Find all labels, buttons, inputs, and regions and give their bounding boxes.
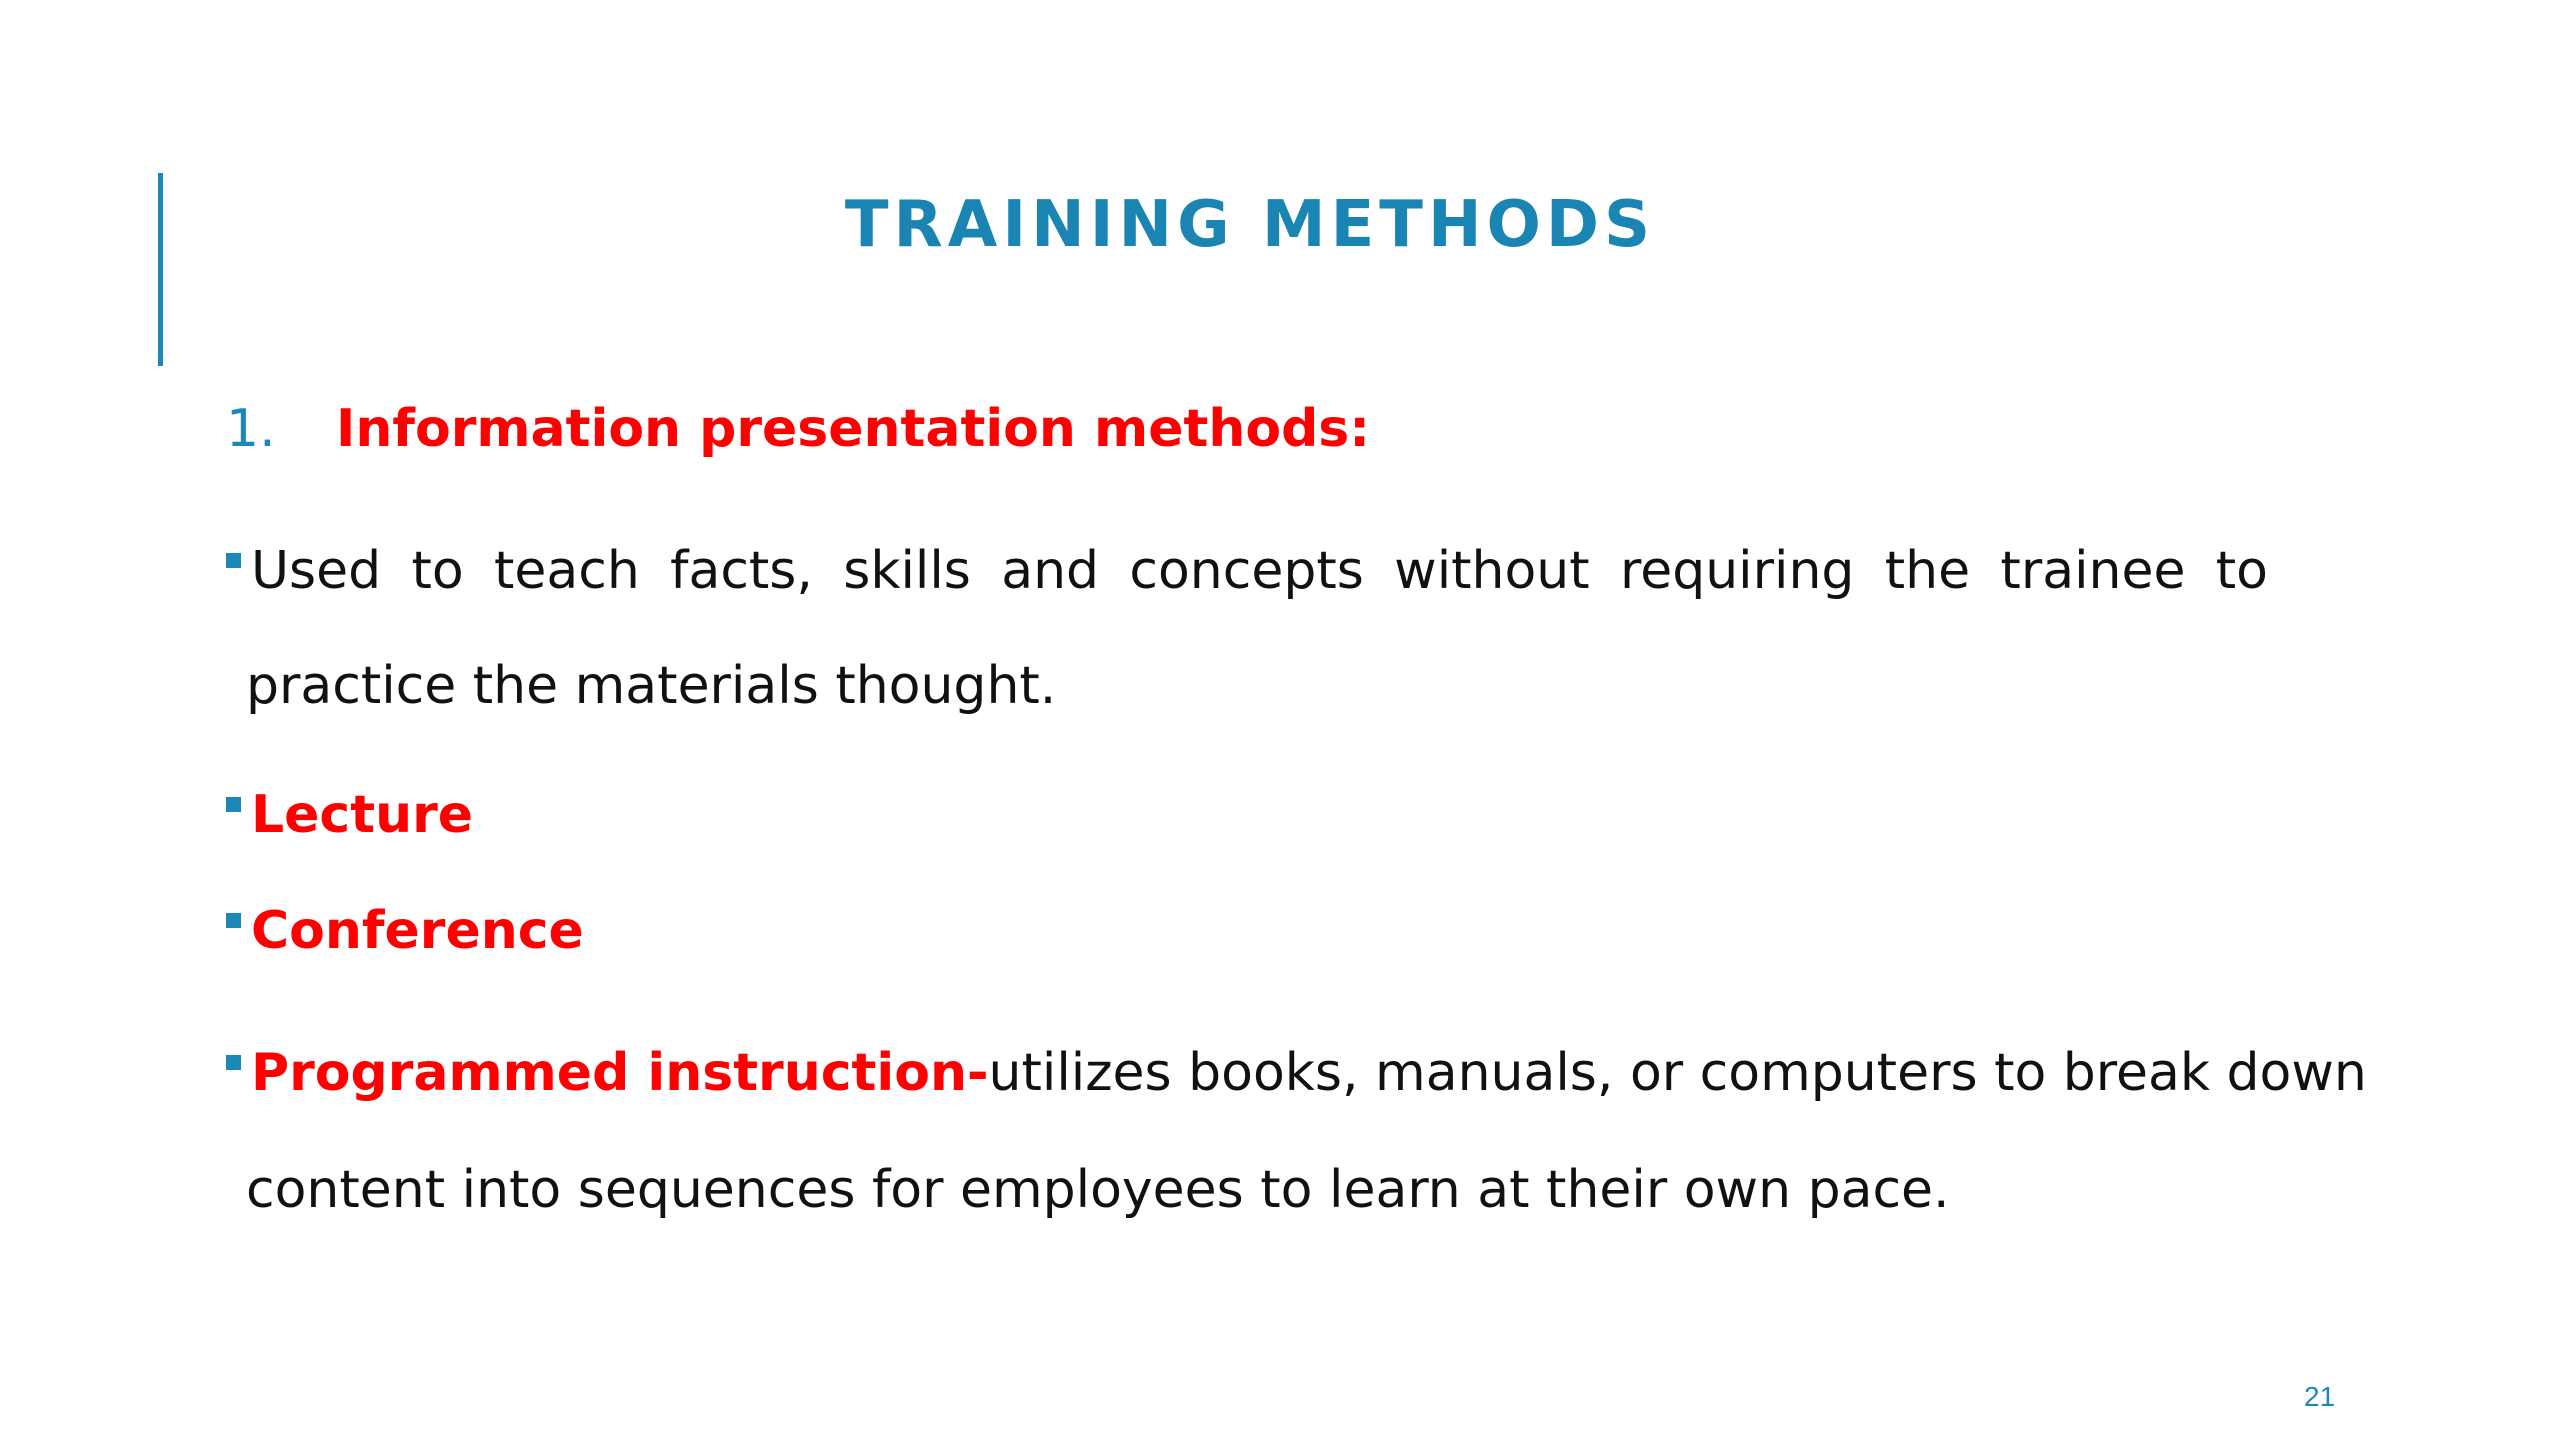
lecture-label: Lecture (251, 785, 474, 845)
section-heading-text: Information presentation methods: (336, 399, 1371, 459)
list-item-conference (226, 896, 584, 966)
programmed-instruction-text-1: utilizes books, manuals, or computers to break down (988, 1043, 2367, 1103)
programmed-instruction-label: Programmed instruction- (251, 1043, 989, 1103)
list-item-lecture (226, 780, 473, 850)
square-bullet-icon (226, 553, 241, 568)
description-line-2: practice the materials thought. (246, 656, 1057, 716)
square-bullet-icon (226, 1055, 241, 1070)
slide-title: TRAINING METHODS (844, 188, 1656, 262)
section-number: 1. (226, 399, 276, 459)
description-text-1: Used to teach facts, skills and concepts without requiring the trainee to (251, 541, 2268, 601)
description-line-1 (226, 536, 2268, 606)
conference-label: Conference (251, 901, 584, 961)
square-bullet-icon (226, 913, 241, 928)
list-item-programmed-instruction (226, 1038, 2367, 1108)
square-bullet-icon (226, 797, 241, 812)
section-heading (226, 394, 1370, 464)
page-number: 21 (2304, 1381, 2336, 1412)
programmed-instruction-text-2: content into sequences for employees to learn at their own pace. (246, 1160, 1950, 1220)
